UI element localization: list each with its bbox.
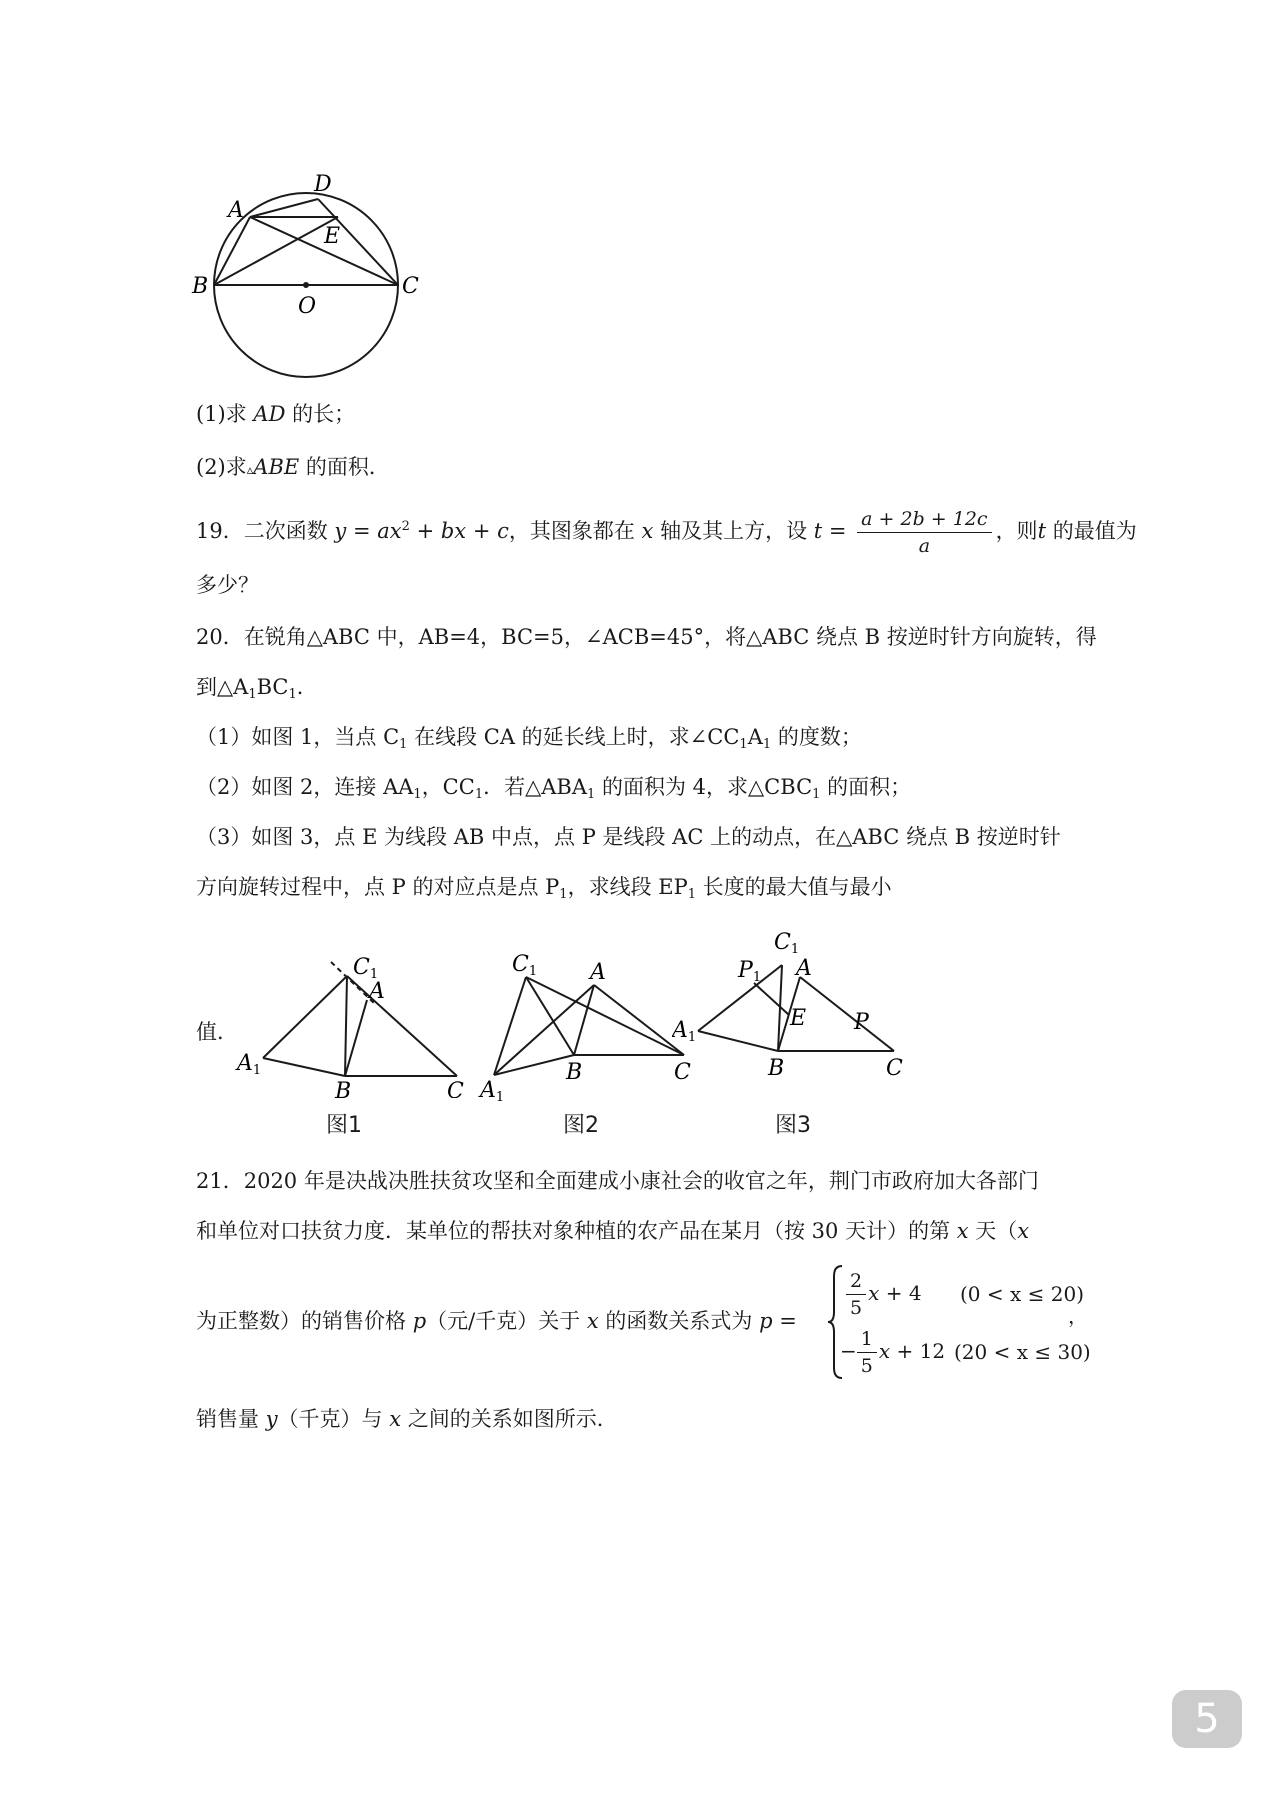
- fig3-ac: [800, 977, 894, 1051]
- fig3-label-a: A: [796, 956, 812, 981]
- question-21-line4: 销售量 y（千克）与 x 之间的关系如图所示．: [196, 1407, 618, 1431]
- fig2-label-a: A: [590, 960, 606, 985]
- question-19-line2: 多少？: [196, 573, 259, 597]
- fig2-ac: [594, 985, 684, 1055]
- fig3-label-a1: A1: [672, 1018, 697, 1045]
- figure-3: [672, 925, 922, 1095]
- circle-figure-q18: [190, 165, 430, 390]
- q18-part2: (2)求▵ABE 的面积．: [196, 455, 390, 479]
- figure-2: [470, 945, 700, 1105]
- label-c: C: [402, 274, 419, 299]
- q18-part1: (1)求 AD 的长；: [196, 402, 356, 426]
- fig3-p1e: [754, 983, 789, 1015]
- figure-2-caption: 图2: [563, 1113, 599, 1138]
- figure-1: [235, 948, 475, 1098]
- piecewise-cond-1: (0 < x ≤ 20): [960, 1282, 1085, 1306]
- question-20-line2: 到$\triangle A_1BC_1$．: [196, 675, 318, 702]
- fig1-c1b: [345, 976, 347, 1076]
- piecewise-cond-2: (20 < x ≤ 30): [954, 1340, 1091, 1364]
- fig3-label-p1: P1: [738, 958, 762, 985]
- label-b: B: [192, 274, 209, 299]
- fig1-c1c: [347, 976, 457, 1076]
- fig1-label-c1: C1: [353, 955, 379, 982]
- fig2-label-c: C: [674, 1060, 691, 1085]
- question-21-line1: 21．2020 年是决战决胜扶贫攻坚和全面建成小康社会的收官之年，荆门市政府加大各部门: [196, 1169, 1039, 1193]
- label-d: D: [314, 172, 332, 197]
- fig3-label-e: E: [790, 1006, 807, 1031]
- segment-ad: [250, 199, 318, 217]
- label-o: O: [298, 294, 317, 319]
- center-point: [303, 282, 309, 288]
- fig1-label-b: B: [335, 1079, 352, 1098]
- fig3-label-c1: C1: [774, 930, 800, 957]
- fig1-a1b: [263, 1058, 345, 1076]
- fig3-a1b: [698, 1031, 778, 1051]
- fig2-label-a1: A1: [480, 1078, 505, 1105]
- fig2-label-b: B: [566, 1060, 583, 1085]
- fig1-label-a: A: [369, 979, 385, 1004]
- question-20-part1: （1）如图 1，当点 $C_1$ 在线段 CA 的延长线上时，求$\angle CC_1A_1$ 的度数；: [196, 725, 862, 752]
- piecewise-row-1: $\frac{2}{5}$ x + 4: [846, 1268, 922, 1321]
- question-21-line2: 和单位对口扶贫力度．某单位的帮扶对象种植的农产品在某月（按 30 天计）的第 x 天（x: [196, 1219, 1030, 1243]
- figure-1-caption: 图1: [326, 1113, 362, 1138]
- question-21-line3: 为正整数）的销售价格 p（元/千克）关于 x 的函数关系式为 p =: [196, 1309, 797, 1333]
- question-20-line1: 20．在锐角△ABC 中，AB=4，BC=5，∠ACB=45°，将△ABC 绕点 B 按逆时针方向旋转，得: [196, 625, 1097, 649]
- question-20-part3-line2: 方向旋转过程中，点 P 的对应点是点 $P_1$，求线段 $EP_1$ 长度的最大值与最小: [196, 875, 892, 902]
- label-a: A: [228, 198, 244, 223]
- fig1-label-c: C: [447, 1079, 464, 1098]
- fig1-a1c1: [263, 976, 347, 1058]
- fig2-label-c1: C1: [512, 952, 538, 979]
- fig3-label-c: C: [886, 1056, 903, 1081]
- label-e: E: [324, 224, 341, 249]
- fig3-label-p: P: [854, 1010, 869, 1035]
- fraction-t: $\frac{a + 2b + 12c}{a}$: [857, 506, 991, 559]
- fig1-ba: [345, 1000, 367, 1076]
- fig3-label-b: B: [768, 1056, 785, 1081]
- question-20-part3-line1: （3）如图 3，点 E 为线段 AB 中点，点 P 是线段 AC 上的动点，在△ABC 绕点 B 按逆时针: [196, 825, 1061, 849]
- fig2-ba: [574, 985, 594, 1055]
- page-number-badge: 5: [1172, 1690, 1242, 1748]
- fig1-label-a1: A1: [237, 1051, 262, 1078]
- question-19: 19．二次函数 $y = ax^2$ + bx + c，其图象都在 x 轴及其上方，设 t = $\frac{a + 2b + 12c}{a}$ ，则t 的最值为: [196, 508, 1137, 557]
- question-20-part3-line3: 值．: [196, 1020, 238, 1044]
- question-20-part2: （2）如图 2，连接 $AA_1$，$CC_1$．若$\triangle ABA_1$ 的面积为 4，求$\triangle CBC_1$ 的面积；: [196, 775, 912, 802]
- piecewise-comma: ，: [1068, 1304, 1088, 1328]
- figure-3-caption: 图3: [775, 1113, 811, 1138]
- piecewise-row-2: − $\frac{1}{5}$ x + 12: [840, 1328, 946, 1377]
